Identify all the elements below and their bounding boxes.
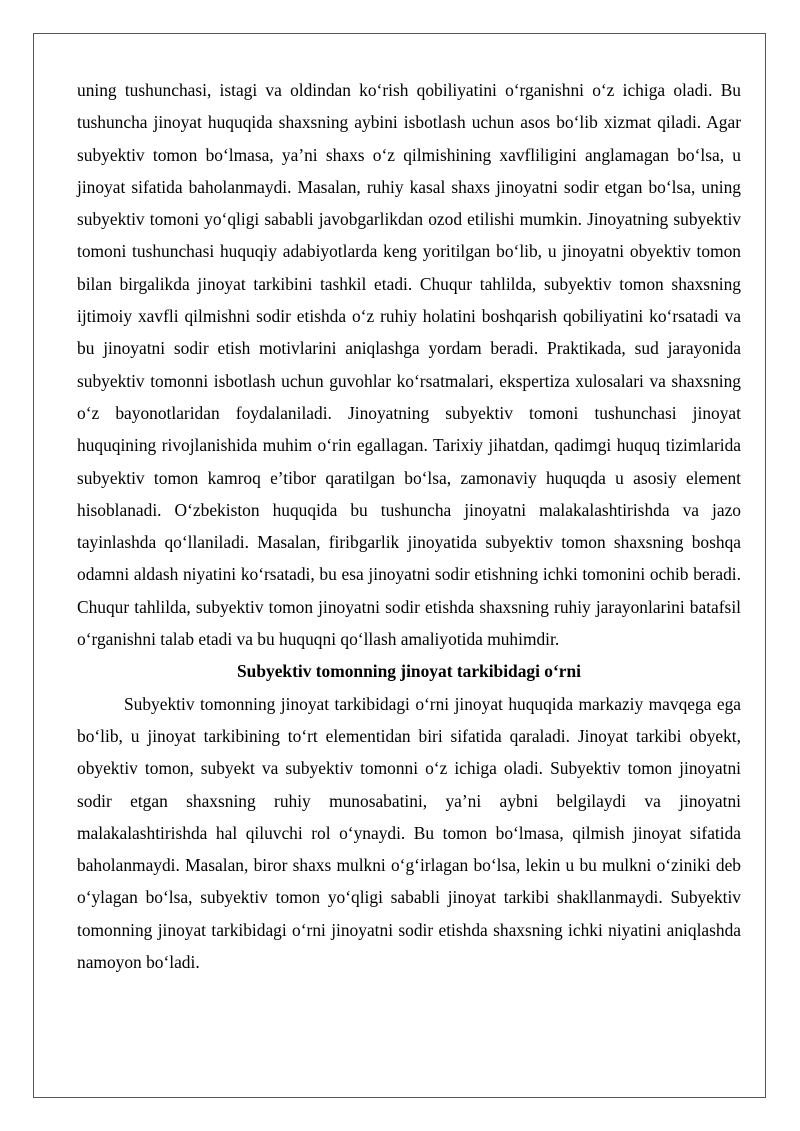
section-heading: Subyektiv tomonning jinoyat tarkibidagi o‘rni [236, 661, 581, 682]
document-body [77, 74, 741, 978]
paragraph-continued: uning tushunchasi, istagi va oldindan ko‘rish qobiliyatini o‘rganishni o‘z ichiga oladi. Bu tushuncha jinoyat huquqida shaxsning aybini isbotlash uchun asos bo‘lib xizmat qiladi. Agar subyektiv tomon bo‘lmasa, ya’ni shaxs o‘z qilmishining xavfliligini anglamagan bo‘lsa, u jinoyat sifatida baholanmaydi. Masalan, ruhiy kasal shaxs jinoyatni sodir etgan bo‘lsa, uning subyektiv tomoni yo‘qligi sababli javobgarlikdan ozod etilishi mumkin. Jinoyatning subyektiv tomoni tushunchasi huquqiy adabiyotlarda keng yoritilgan bo‘lib, u jinoyatni obyektiv tomon bilan birgalikda jinoyat tarkibini tashkil etadi. Chuqur tahlilda, subyektiv tomon shaxsning ijtimoiy xavfli qilmishni sodir etishda o‘z ruhiy holatini boshqarish qobiliyatini ko‘rsatadi va bu jinoyatni sodir etish motivlarini aniqlashga yordam beradi. Praktikada, sud jarayonida subyektiv tomonni isbotlash uchun guvohlar ko‘rsatmalari, ekspertiza xulosalari va shaxsning o‘z bayonotlaridan foydalaniladi. Jinoyatning subyektiv tomoni tushunchasi jinoyat huquqining rivojlanishida muhim o‘rin egallagan. Tarixiy jihatdan, qadimgi huquq tizimlarida subyektiv tomon kamroq e’tibor qaratilgan bo‘lsa, zamonaviy huquqda u asosiy element hisoblanadi. O‘zbekiston huquqida bu tushuncha jinoyatni malakalashtirishda va jazo tayinlashda qo‘llaniladi. Masalan, firibgarlik jinoyatida subyektiv tomon shaxsning boshqa odamni aldash niyatini ko‘rsatadi, bu esa jinoyatni sodir etishning ichki tomonini ochib beradi. Chuqur tahlilda, subyektiv tomon jinoyatni sodir etishda shaxsning ruhiy jarayonlarini batafsil o‘rganishni talab etadi va bu huquqni qo‘llash amaliyotida muhimdir. [77, 80, 741, 650]
paragraph-section: Subyektiv tomonning jinoyat tarkibidagi o‘rni jinoyat huquqida markaziy mavqega ega bo‘lib, u jinoyat tarkibining to‘rt elementidan biri sifatida qaraladi. Jinoyat tarkibi obyekt, obyektiv tomon, subyekt va subyektiv tomonni o‘z ichiga oladi. Subyektiv tomon jinoyatni sodir etgan shaxsning ruhiy munosabatini, ya’ni aybni belgilaydi va jinoyatni malakalashtirishda hal qiluvchi rol o‘ynaydi. Bu tomon bo‘lmasa, qilmish jinoyat sifatida baholanmaydi. Masalan, biror shaxs mulkni o‘g‘irlagan bo‘lsa, lekin u bu mulkni o‘ziniki deb o‘ylagan bo‘lsa, subyektiv tomon yo‘qligi sababli jinoyat tarkibi shakllanmaydi. Subyektiv tomonning jinoyat tarkibidagi o‘rni jinoyatni sodir etishda shaxsning ichki niyatini aniqlashda namoyon bo‘ladi. [77, 693, 741, 973]
